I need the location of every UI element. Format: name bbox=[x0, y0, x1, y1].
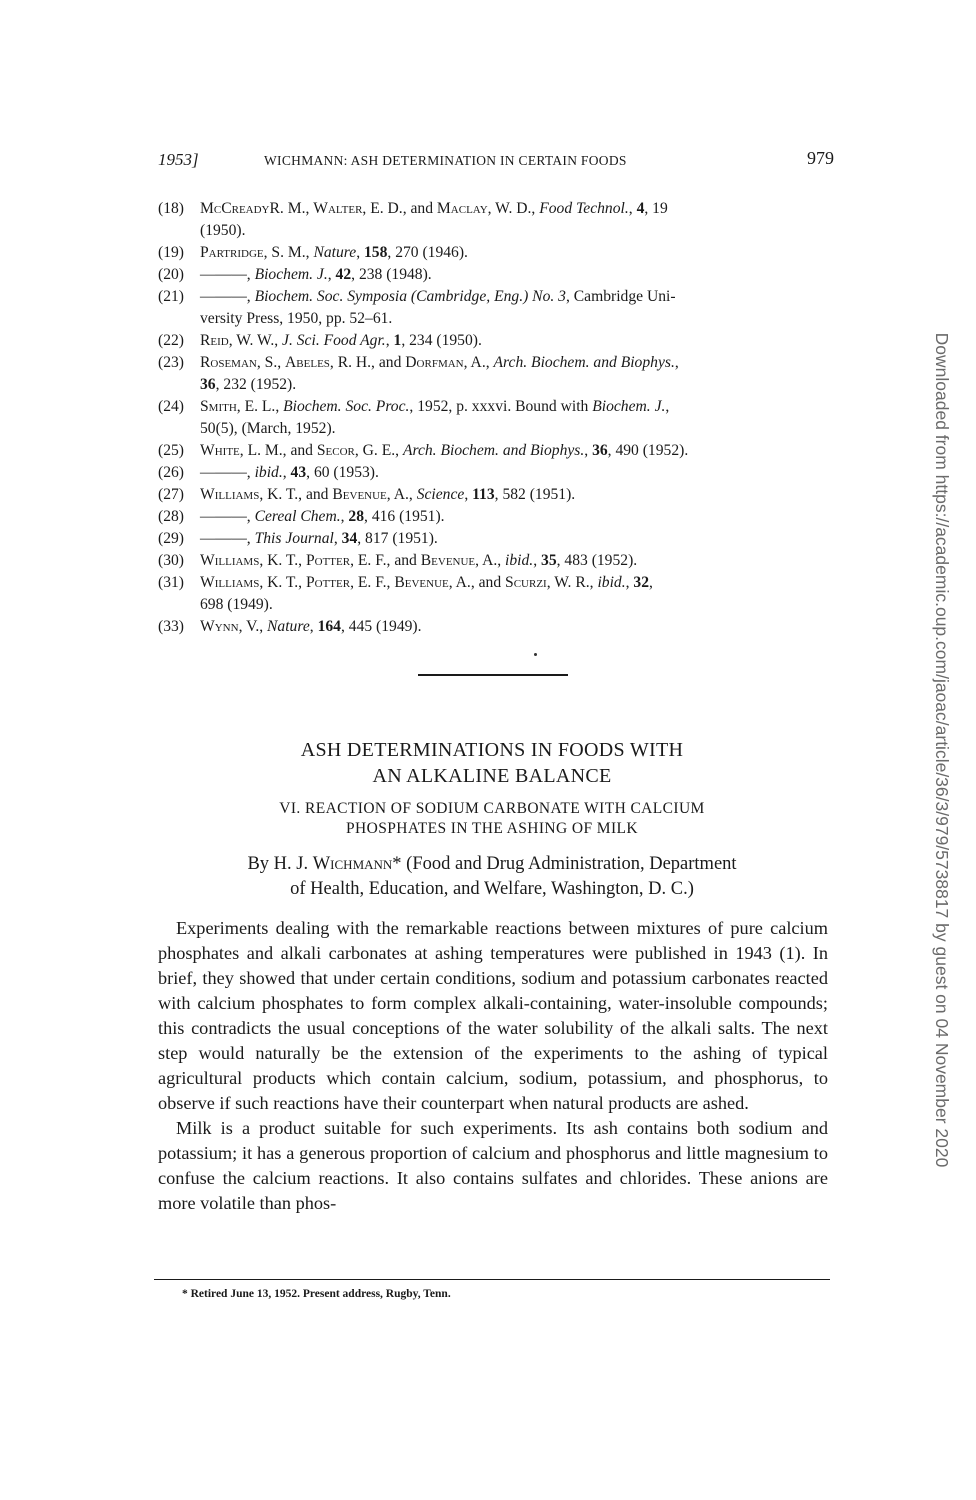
reference-text bbox=[200, 286, 838, 308]
download-watermark: Downloaded from https://academic.oup.com/jaoac/article/36/3/979/5738817 by guest on 04 November 2020 bbox=[932, 332, 952, 1168]
reference-text-part: , 270 (1946). bbox=[387, 244, 468, 261]
reference-text-part: 36 bbox=[592, 442, 608, 459]
reference-text-part: Food Technol. bbox=[539, 200, 629, 217]
reference-text-part: Partridge bbox=[200, 244, 264, 261]
reference-continuation bbox=[158, 374, 838, 396]
reference-text-part: , 416 (1951). bbox=[364, 508, 445, 525]
reference-number: (31) bbox=[158, 574, 184, 591]
reference-item bbox=[158, 484, 838, 506]
reference-number: (25) bbox=[158, 442, 184, 459]
reference-text-part: This Journal bbox=[254, 530, 334, 547]
reference-item bbox=[158, 616, 838, 638]
reference-text bbox=[200, 462, 838, 484]
reference-item bbox=[158, 506, 838, 528]
article-title-line2: AN ALKALINE BALANCE bbox=[372, 765, 612, 787]
reference-text-part: , bbox=[625, 574, 634, 591]
footnote: * Retired June 13, 1952. Present address, Rugby, Tenn. bbox=[182, 1288, 451, 1300]
reference-text-part: , 19 bbox=[644, 200, 668, 217]
reference-text-part: 113 bbox=[472, 486, 495, 503]
reference-text-part: Smith bbox=[200, 398, 237, 415]
reference-text-part: Dorfman bbox=[405, 354, 464, 371]
reference-text bbox=[200, 550, 838, 572]
reference-text-part: , R. H., and bbox=[329, 354, 406, 371]
reference-text-part: Reid bbox=[200, 332, 229, 349]
article-body bbox=[158, 916, 828, 1216]
byline-affiliation-2: of Health, Education, and Welfare, Washington, D. C.) bbox=[290, 879, 694, 899]
reference-text-part: , 1952, p. xxxvi. Bound with bbox=[409, 398, 593, 415]
reference-text-part: , bbox=[282, 464, 291, 481]
reference-number: (29) bbox=[158, 530, 184, 547]
reference-text-part: Nature bbox=[313, 244, 357, 261]
reference-text-part: Maclay bbox=[436, 200, 488, 217]
reference-text-part: 164 bbox=[317, 618, 341, 635]
reference-text bbox=[200, 616, 838, 638]
reference-text-part: ibid. bbox=[254, 464, 283, 481]
reference-number: (19) bbox=[158, 244, 184, 261]
reference-text-part: , bbox=[665, 398, 670, 415]
reference-text-part: , bbox=[385, 332, 394, 349]
reference-text-part: 42 bbox=[335, 266, 352, 283]
reference-text-part: , K. T., and bbox=[259, 486, 333, 503]
reference-text-part: , 60 (1953). bbox=[306, 464, 379, 481]
reference-text-part: Bevenue bbox=[394, 574, 449, 591]
reference-text-part: , bbox=[333, 530, 342, 547]
reference-number: (26) bbox=[158, 464, 184, 481]
reference-text-part: Bevenue bbox=[420, 552, 476, 569]
reference-text-part: ———, bbox=[200, 508, 255, 525]
reference-text-part: Wynn bbox=[200, 618, 239, 635]
reference-text-part: Williams bbox=[200, 574, 260, 591]
reference-text-part: Biochem. J. bbox=[592, 398, 666, 415]
section-divider bbox=[418, 674, 568, 676]
reference-item bbox=[158, 330, 838, 352]
reference-item bbox=[158, 396, 838, 440]
reference-text-part: ibid. bbox=[597, 574, 626, 591]
author-name: Wichmann bbox=[312, 854, 393, 874]
reference-text bbox=[200, 330, 838, 352]
reference-text-part: , A., bbox=[463, 354, 494, 371]
reference-text-part: Secor bbox=[316, 442, 355, 459]
reference-text-part: , bbox=[533, 552, 542, 569]
reference-text bbox=[200, 506, 838, 528]
reference-text-part: , 817 (1951). bbox=[357, 530, 438, 547]
reference-text-part: , G. E., bbox=[354, 442, 403, 459]
reference-text bbox=[200, 396, 838, 418]
reference-text-part: White bbox=[200, 442, 240, 459]
reference-text-part: , V., bbox=[238, 618, 268, 635]
reference-text-part: 43 bbox=[290, 464, 307, 481]
reference-item bbox=[158, 242, 838, 264]
reference-text-part: Biochem. Soc. Proc. bbox=[283, 398, 410, 415]
body-paragraph-1: Experiments dealing with the remarkable reactions between mixtures of pure calcium phosphates and alkali carbonates at ashing temperatures were published in 1943 (1). In brief, they showed that under certain conditions, sodium and potassium carbonates reacted with calcium phosphates to form complex alkali-containing, water-insoluble compounds; this contradicts the usual conceptions of the water solubility of the alkali salts. The next step would naturally be the extension of the experiments to the ashing of typical agricultural products which contain calcium, sodium, potassium, and phosphorus, to observe if such reactions have their counterpart when natural products are ashed. bbox=[158, 918, 828, 1113]
reference-text-part: ———, bbox=[200, 266, 255, 283]
reference-text-part: , E. F., and bbox=[350, 552, 421, 569]
reference-text-part: , bbox=[674, 354, 679, 371]
reference-text-part: Walter bbox=[313, 200, 363, 217]
reference-text bbox=[200, 242, 838, 264]
reference-text-part: , bbox=[464, 486, 473, 503]
reference-number: (33) bbox=[158, 618, 184, 635]
reference-text-part: Biochem. Soc. Symposia (Cambridge, Eng.) No. 3 bbox=[254, 288, 566, 305]
reference-text-part: Cereal Chem. bbox=[254, 508, 341, 525]
reference-text-part: , E. F., bbox=[350, 574, 395, 591]
reference-text-part: , A., bbox=[475, 552, 506, 569]
reference-text-part: 34 bbox=[341, 530, 358, 547]
stray-dot bbox=[534, 653, 537, 656]
reference-text-part: , E. L., bbox=[236, 398, 284, 415]
reference-text bbox=[200, 484, 838, 506]
reference-item bbox=[158, 550, 838, 572]
reference-text-part: , 232 (1952). bbox=[215, 376, 297, 393]
reference-text-part: J. Sci. Food Agr. bbox=[282, 332, 386, 349]
reference-item bbox=[158, 528, 838, 550]
article-subtitle bbox=[158, 799, 826, 839]
reference-text-part: ibid. bbox=[505, 552, 534, 569]
reference-text-part: Roseman bbox=[200, 354, 257, 371]
reference-text-part: Potter bbox=[305, 574, 351, 591]
reference-number: (24) bbox=[158, 398, 184, 415]
reference-item bbox=[158, 286, 838, 330]
reference-text-part: , bbox=[327, 266, 336, 283]
reference-number: (30) bbox=[158, 552, 184, 569]
reference-text-part: Arch. Biochem. and Biophys. bbox=[493, 354, 675, 371]
reference-text-part: Potter bbox=[305, 552, 351, 569]
header-title: WICHMANN: ASH DETERMINATION IN CERTAIN FOODS bbox=[264, 153, 627, 168]
reference-text-part: , E. D., and bbox=[362, 200, 437, 217]
reference-text-part: , 445 (1949). bbox=[340, 618, 422, 635]
reference-text bbox=[200, 440, 838, 462]
reference-text-part: , bbox=[649, 574, 653, 591]
reference-number: (28) bbox=[158, 508, 184, 525]
reference-text-part: McCready bbox=[200, 200, 270, 217]
running-header bbox=[158, 150, 834, 174]
reference-number: (18) bbox=[158, 200, 184, 217]
reference-number: (23) bbox=[158, 354, 184, 371]
reference-text-part: 35 bbox=[541, 552, 557, 569]
reference-text-part: , W. D., bbox=[487, 200, 540, 217]
reference-continuation: versity Press, 1950, pp. 52–61. bbox=[200, 310, 393, 327]
reference-text-part: , S. M., bbox=[263, 244, 314, 261]
reference-text-part: , K. T., bbox=[259, 574, 306, 591]
reference-item bbox=[158, 440, 838, 462]
reference-text bbox=[200, 264, 838, 286]
reference-text-part: , 490 (1952). bbox=[607, 442, 689, 459]
reference-text-part: , bbox=[628, 200, 637, 217]
reference-text-part: 158 bbox=[364, 244, 388, 261]
reference-item bbox=[158, 352, 838, 396]
reference-text-part: , bbox=[340, 508, 349, 525]
reference-continuation: (1950). bbox=[200, 222, 246, 239]
footnote-rule bbox=[154, 1279, 830, 1280]
reference-text-part: 32 bbox=[633, 574, 649, 591]
reference-text-part: , L. M., and bbox=[239, 442, 317, 459]
reference-text-part: ———, bbox=[200, 530, 255, 547]
article-title bbox=[158, 737, 826, 789]
reference-item bbox=[158, 198, 838, 242]
reference-text-part: ———, bbox=[200, 288, 255, 305]
reference-text-part: 4 bbox=[636, 200, 645, 217]
reference-text-part: , bbox=[356, 244, 364, 261]
reference-text-part: , 234 (1950). bbox=[401, 332, 482, 349]
reference-text-part: , W. R., bbox=[546, 574, 598, 591]
reference-text-part: Abeles bbox=[285, 354, 330, 371]
reference-text-part: , K. T., bbox=[259, 552, 306, 569]
reference-text-part: Arch. Biochem. and Biophys. bbox=[402, 442, 585, 459]
reference-text-part: Nature bbox=[267, 618, 310, 635]
reference-text bbox=[200, 572, 838, 594]
reference-number: (27) bbox=[158, 486, 184, 503]
reference-text-part: , Cambridge Uni- bbox=[565, 288, 676, 305]
reference-text-part: , W. W., bbox=[228, 332, 283, 349]
reference-text-part: Biochem. J. bbox=[254, 266, 328, 283]
reference-text bbox=[200, 528, 838, 550]
reference-text-part: Bevenue bbox=[332, 486, 387, 503]
reference-text-part: Science bbox=[416, 486, 465, 503]
reference-number: (22) bbox=[158, 332, 184, 349]
article-subtitle-line2: PHOSPHATES IN THE ASHING OF MILK bbox=[346, 820, 638, 837]
reference-text-part: 36 bbox=[200, 376, 216, 393]
reference-continuation: 698 (1949). bbox=[200, 596, 273, 613]
article-subtitle-line1: VI. REACTION OF SODIUM CARBONATE WITH CALCIUM bbox=[279, 800, 705, 817]
byline-prefix: By H. J. bbox=[247, 854, 313, 874]
byline-affiliation-1: * (Food and Drug Administration, Department bbox=[392, 854, 737, 874]
header-year: 1953] bbox=[158, 150, 199, 169]
reference-text-part: , 582 (1951). bbox=[494, 486, 576, 503]
reference-text-part: Williams bbox=[200, 486, 260, 503]
reference-text-part: ———, bbox=[200, 464, 255, 481]
reference-continuation: 50(5), (March, 1952). bbox=[200, 420, 336, 437]
reference-text-part: , A., bbox=[386, 486, 417, 503]
page-number: 979 bbox=[807, 148, 834, 168]
reference-text-part: Scurzi bbox=[505, 574, 547, 591]
reference-text bbox=[200, 198, 838, 220]
reference-text-part: , S., bbox=[256, 354, 286, 371]
reference-text-part: R. M., bbox=[269, 200, 314, 217]
reference-number: (21) bbox=[158, 288, 184, 305]
reference-text-part: 1 bbox=[393, 332, 402, 349]
reference-list bbox=[158, 198, 838, 638]
reference-text-part: Williams bbox=[200, 552, 260, 569]
reference-item bbox=[158, 264, 838, 286]
reference-item bbox=[158, 462, 838, 484]
reference-text bbox=[200, 352, 838, 374]
byline bbox=[158, 852, 826, 902]
body-paragraph-2: Milk is a product suitable for such experiments. Its ash contains both sodium and potassium; it has a generous proportion of calcium and phosphorus and little magnesium to confuse the calcium reactions. It also contains sulfates and chlorides. These anions are more volatile than phos- bbox=[158, 1118, 828, 1213]
reference-item bbox=[158, 572, 838, 616]
reference-text-part: , 483 (1952). bbox=[556, 552, 638, 569]
article-title-line1: ASH DETERMINATIONS IN FOODS WITH bbox=[300, 739, 684, 761]
reference-text-part: , bbox=[584, 442, 593, 459]
reference-text-part: , 238 (1948). bbox=[351, 266, 432, 283]
reference-text-part: 28 bbox=[348, 508, 365, 525]
reference-text-part: , bbox=[309, 618, 318, 635]
reference-number: (20) bbox=[158, 266, 184, 283]
reference-text-part: , A., and bbox=[448, 574, 506, 591]
